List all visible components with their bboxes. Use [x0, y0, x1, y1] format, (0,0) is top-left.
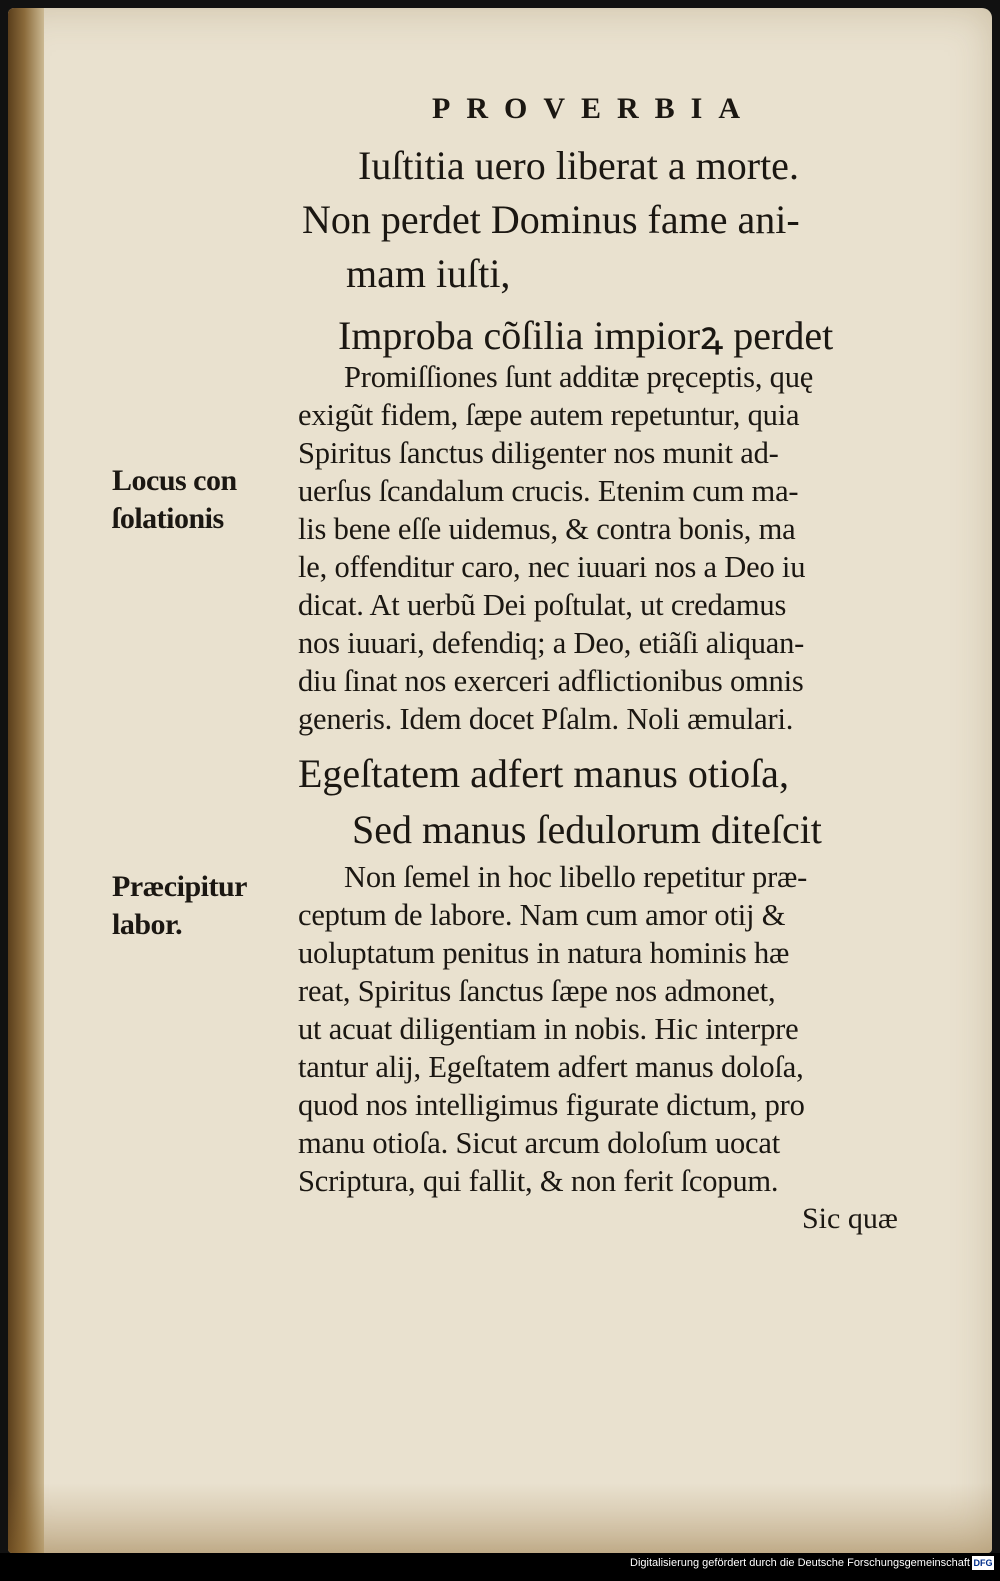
margin-note-line: labor. [112, 908, 183, 941]
page-stain [8, 1483, 992, 1553]
commentary-line: le, offenditur caro, nec iuuari nos a Deo iu [298, 550, 806, 584]
running-header: PROVERBIA [432, 92, 757, 125]
verse-line: Non perdet Dominus fame ani- [302, 197, 800, 242]
page-edge-shadow [8, 8, 44, 1553]
commentary-line: tantur alij, Egeſtatem adfert manus doloſa, [298, 1050, 804, 1084]
commentary-line: exigũt fidem, ſæpe autem repetuntur, quia [298, 398, 800, 432]
margin-note-line: ſolationis [112, 502, 224, 535]
verse-line: Improba cõſilia impiorꝝ perdet [338, 313, 834, 358]
verse-line: Iuſtitia uero liberat a morte. [358, 143, 799, 188]
footer-credit: Digitalisierung gefördert durch die Deutsche Forschungsgemeinschaft [630, 1557, 970, 1569]
verse-line: mam iuſti, [346, 251, 511, 296]
commentary-line: generis. Idem docet Pſalm. Noli æmulari. [298, 702, 794, 736]
commentary-line: Spiritus ſanctus diligenter nos munit ad- [298, 436, 779, 470]
commentary-line: quod nos intelligimus figurate dictum, pro [298, 1088, 805, 1122]
margin-note-line: Præcipitur [112, 870, 247, 903]
commentary-line: ut acuat diligentiam in nobis. Hic interpre [298, 1012, 799, 1046]
commentary-line: reat, Spiritus ſanctus ſæpe nos admonet, [298, 974, 776, 1008]
commentary-line: ceptum de labore. Nam cum amor otij & [298, 898, 786, 932]
commentary-line: nos iuuari, defendiq; a Deo, etiãſi aliquan- [298, 626, 805, 660]
verse-line: Sed manus ſedulorum diteſcit [352, 807, 822, 852]
dfg-logo-icon: DFG [973, 1558, 993, 1568]
book-page [8, 8, 992, 1553]
commentary-line: lis bene eſſe uidemus, & contra bonis, ma [298, 512, 796, 546]
commentary-line: Scriptura, qui fallit, & non ferit ſcopum. [298, 1164, 779, 1198]
commentary-line: Non ſemel in hoc libello repetitur præ- [344, 860, 808, 894]
commentary-line: dicat. At uerbũ Dei poſtulat, ut credamus [298, 588, 787, 622]
commentary-line: uoluptatum penitus in natura hominis hæ [298, 936, 790, 970]
catchword: Sic quæ [802, 1202, 898, 1235]
commentary-line: uerſus ſcandalum crucis. Etenim cum ma- [298, 474, 799, 508]
margin-note-line: Locus con [112, 464, 237, 497]
commentary-line: manu otioſa. Sicut arcum doloſum uocat [298, 1126, 780, 1160]
commentary-line: diu ſinat nos exerceri adflictionibus omnis [298, 664, 804, 698]
commentary-line: Promiſſiones ſunt additæ pręceptis, quę [344, 360, 814, 394]
verse-line: Egeſtatem adfert manus otioſa, [298, 751, 789, 796]
